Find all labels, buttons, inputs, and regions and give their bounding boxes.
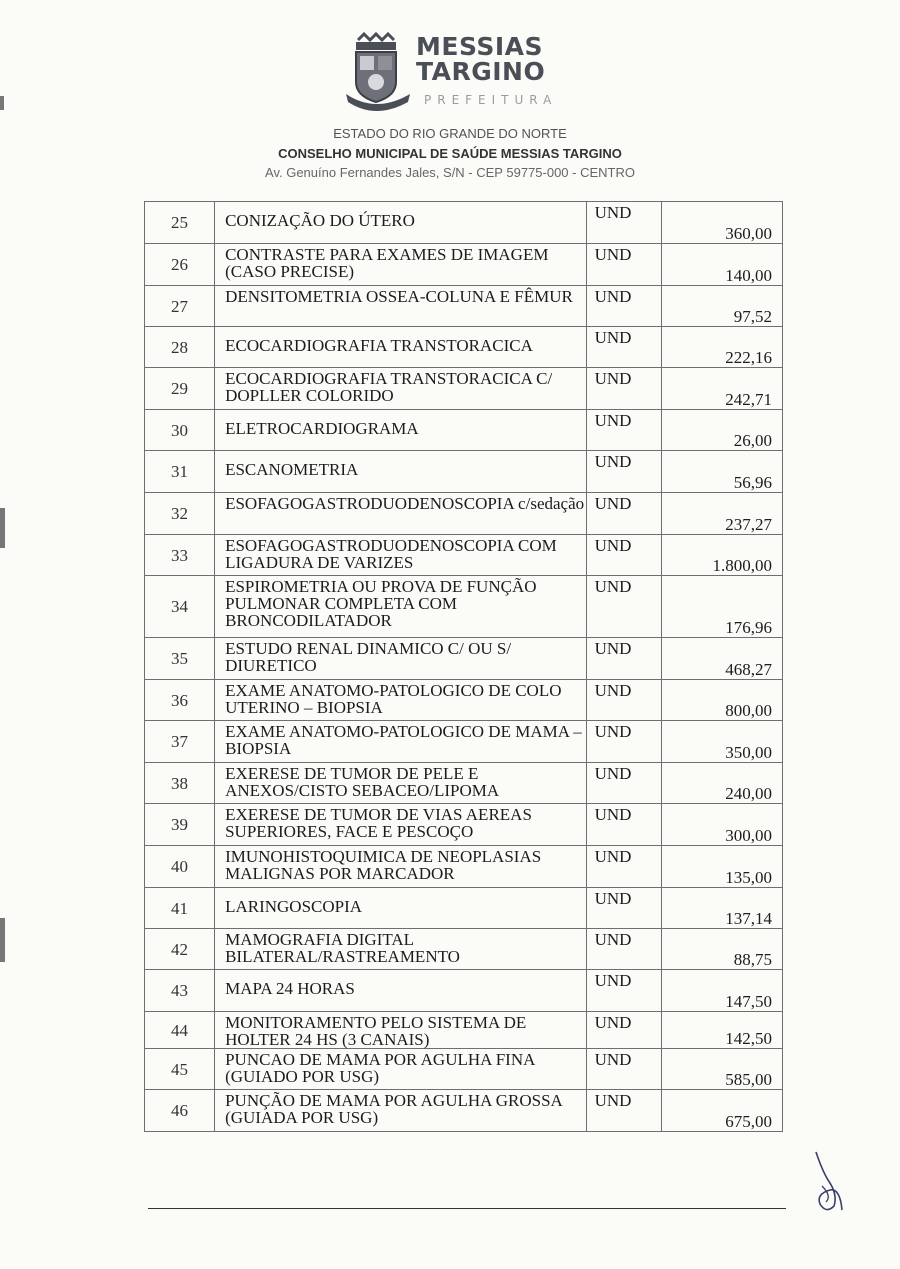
item-number-text: 25 bbox=[171, 213, 189, 232]
table-row bbox=[145, 846, 783, 888]
item-price bbox=[661, 1012, 782, 1049]
scan-speck bbox=[0, 508, 5, 548]
table-row bbox=[145, 1049, 783, 1090]
table-row bbox=[145, 970, 783, 1012]
table-row bbox=[145, 680, 783, 721]
municipal-crest-icon bbox=[344, 30, 414, 112]
item-number bbox=[145, 535, 215, 576]
item-unit-text: UND bbox=[594, 245, 632, 264]
item-description bbox=[215, 368, 586, 410]
item-price-text: 147,50 bbox=[725, 992, 772, 1011]
council-address: Av. Genuíno Fernandes Jales, S/N - CEP 59775-000 - CENTRO bbox=[265, 165, 635, 180]
item-unit-text: UND bbox=[594, 577, 632, 596]
item-number-text: 29 bbox=[171, 379, 189, 398]
item-unit-text: UND bbox=[594, 639, 632, 658]
item-number-text: 37 bbox=[171, 732, 189, 751]
item-description bbox=[215, 888, 586, 929]
item-number bbox=[145, 763, 215, 804]
item-price bbox=[661, 888, 782, 929]
item-unit-text: UND bbox=[594, 369, 632, 388]
item-price-text: 97,52 bbox=[733, 307, 772, 326]
item-unit bbox=[586, 638, 661, 680]
item-unit-text: UND bbox=[594, 328, 632, 347]
item-unit bbox=[586, 680, 661, 721]
item-description bbox=[215, 327, 586, 368]
item-price-text: 800,00 bbox=[725, 701, 772, 720]
item-number-text: 39 bbox=[171, 815, 189, 834]
council-name: CONSELHO MUNICIPAL DE SAÚDE MESSIAS TARGINO bbox=[278, 146, 622, 161]
price-table bbox=[144, 201, 783, 1132]
table-row bbox=[145, 286, 783, 327]
item-unit-text: UND bbox=[594, 930, 632, 949]
table-row bbox=[145, 888, 783, 929]
item-unit bbox=[586, 286, 661, 327]
item-number-text: 46 bbox=[171, 1101, 189, 1120]
price-table-body bbox=[145, 202, 783, 1132]
item-unit bbox=[586, 244, 661, 286]
table-row bbox=[145, 721, 783, 763]
item-number bbox=[145, 846, 215, 888]
item-price bbox=[661, 1049, 782, 1090]
item-number bbox=[145, 410, 215, 451]
item-unit-text: UND bbox=[594, 805, 632, 824]
item-price-text: 137,14 bbox=[725, 909, 772, 928]
item-description-text: PUNÇÃO DE MAMA POR AGULHA GROSSA (GUIADA POR USG) bbox=[225, 1091, 562, 1127]
item-number bbox=[145, 929, 215, 970]
item-unit bbox=[586, 1049, 661, 1090]
item-description bbox=[215, 576, 586, 638]
item-unit bbox=[586, 1012, 661, 1049]
item-price-text: 360,00 bbox=[725, 224, 772, 243]
item-unit-text: UND bbox=[594, 287, 632, 306]
item-description-text: EXERESE DE TUMOR DE VIAS AEREAS SUPERIORES, FACE E PESCOÇO bbox=[225, 805, 532, 841]
item-number-text: 33 bbox=[171, 545, 189, 565]
item-unit-text: UND bbox=[594, 847, 632, 866]
item-description bbox=[215, 846, 586, 888]
item-unit-text: UND bbox=[594, 494, 632, 513]
table-row bbox=[145, 410, 783, 451]
item-unit-text: UND bbox=[594, 1013, 632, 1032]
item-number-text: 35 bbox=[171, 649, 189, 668]
item-number bbox=[145, 244, 215, 286]
item-description bbox=[215, 1012, 586, 1049]
item-price-text: 140,00 bbox=[725, 266, 772, 285]
item-unit bbox=[586, 721, 661, 763]
item-unit bbox=[586, 929, 661, 970]
item-number bbox=[145, 804, 215, 846]
item-number-text: 32 bbox=[171, 504, 189, 523]
item-price-text: 237,27 bbox=[725, 515, 772, 534]
item-description bbox=[215, 638, 586, 680]
scan-speck bbox=[0, 96, 4, 110]
item-description bbox=[215, 493, 586, 535]
item-description-text: ESTUDO RENAL DINAMICO C/ OU S/ DIURETICO bbox=[225, 639, 512, 675]
item-description bbox=[215, 1090, 586, 1132]
table-row bbox=[145, 763, 783, 804]
item-unit bbox=[586, 804, 661, 846]
item-description-text: EXAME ANATOMO-PATOLOGICO DE MAMA – BIOPSIA bbox=[225, 722, 582, 758]
item-unit-text: UND bbox=[594, 452, 632, 471]
item-description bbox=[215, 929, 586, 970]
item-price bbox=[661, 680, 782, 721]
item-description bbox=[215, 680, 586, 721]
item-description bbox=[215, 451, 586, 493]
item-number bbox=[145, 576, 215, 638]
item-number bbox=[145, 327, 215, 368]
item-number bbox=[145, 451, 215, 493]
item-description bbox=[215, 244, 586, 286]
item-price-text: 26,00 bbox=[733, 431, 772, 450]
item-description-text: ESCANOMETRIA bbox=[225, 460, 359, 479]
item-number bbox=[145, 1012, 215, 1049]
item-price bbox=[661, 1090, 782, 1132]
item-number-text: 28 bbox=[171, 337, 189, 357]
item-unit-text: UND bbox=[594, 971, 632, 990]
item-price-text: 350,00 bbox=[725, 743, 772, 762]
item-number-text: 42 bbox=[171, 939, 189, 959]
item-unit-text: UND bbox=[594, 722, 632, 741]
item-price bbox=[661, 368, 782, 410]
table-row bbox=[145, 1012, 783, 1049]
item-unit bbox=[586, 763, 661, 804]
item-price-text: 142,50 bbox=[725, 1029, 772, 1048]
item-description-text: MAMOGRAFIA DIGITAL BILATERAL/RASTREAMENTO bbox=[225, 930, 460, 966]
item-unit bbox=[586, 846, 661, 888]
item-number-text: 27 bbox=[171, 296, 189, 316]
item-price-text: 222,16 bbox=[725, 348, 772, 367]
item-number-text: 30 bbox=[171, 420, 189, 440]
item-description-text: MAPA 24 HORAS bbox=[225, 979, 355, 998]
item-price bbox=[661, 535, 782, 576]
item-description bbox=[215, 804, 586, 846]
item-price bbox=[661, 493, 782, 535]
table-row bbox=[145, 1090, 783, 1132]
item-price bbox=[661, 286, 782, 327]
item-price-text: 1.800,00 bbox=[712, 556, 772, 575]
item-number-text: 45 bbox=[171, 1059, 189, 1079]
item-unit bbox=[586, 410, 661, 451]
table-row bbox=[145, 804, 783, 846]
item-price bbox=[661, 202, 782, 244]
table-row bbox=[145, 327, 783, 368]
item-number-text: 44 bbox=[171, 1020, 189, 1040]
item-price bbox=[661, 763, 782, 804]
item-description-text: EXAME ANATOMO-PATOLOGICO DE COLO UTERINO – BIOPSIA bbox=[225, 681, 562, 717]
item-unit bbox=[586, 888, 661, 929]
item-description bbox=[215, 286, 586, 327]
item-description-text: CONIZAÇÃO DO ÚTERO bbox=[225, 211, 415, 230]
table-row bbox=[145, 244, 783, 286]
item-unit bbox=[586, 493, 661, 535]
item-unit bbox=[586, 1090, 661, 1132]
item-number-text: 26 bbox=[171, 255, 189, 274]
state-name: ESTADO DO RIO GRANDE DO NORTE bbox=[333, 126, 567, 141]
item-number bbox=[145, 680, 215, 721]
item-price bbox=[661, 410, 782, 451]
item-number-text: 38 bbox=[171, 773, 189, 793]
item-price-text: 468,27 bbox=[725, 660, 772, 679]
item-number-text: 34 bbox=[171, 597, 189, 616]
item-unit bbox=[586, 327, 661, 368]
item-description bbox=[215, 535, 586, 576]
item-description-text: ECOCARDIOGRAFIA TRANSTORACICA bbox=[225, 336, 533, 355]
item-description-text: LARINGOSCOPIA bbox=[225, 897, 363, 916]
item-price-text: 88,75 bbox=[733, 950, 772, 969]
item-price bbox=[661, 804, 782, 846]
item-number bbox=[145, 970, 215, 1012]
item-price bbox=[661, 929, 782, 970]
item-price bbox=[661, 970, 782, 1012]
item-description-text: ESPIROMETRIA OU PROVA DE FUNÇÃO PULMONAR COMPLETA COM BRONCODILATADOR bbox=[225, 577, 537, 630]
item-number bbox=[145, 721, 215, 763]
item-description-text: IMUNOHISTOQUIMICA DE NEOPLASIAS MALIGNAS POR MARCADOR bbox=[225, 847, 542, 883]
item-price-text: 585,00 bbox=[725, 1070, 772, 1089]
item-price-text: 176,96 bbox=[725, 618, 772, 637]
logo-line-1: MESSIAS bbox=[416, 32, 543, 61]
item-price bbox=[661, 638, 782, 680]
table-row bbox=[145, 535, 783, 576]
item-description-text: PUNCAO DE MAMA POR AGULHA FINA (GUIADO POR USG) bbox=[225, 1050, 535, 1086]
item-number bbox=[145, 286, 215, 327]
table-row bbox=[145, 368, 783, 410]
item-number-text: 31 bbox=[171, 462, 189, 481]
item-price bbox=[661, 576, 782, 638]
item-description-text: ESOFAGOGASTRODUODENOSCOPIA COM LIGADURA DE VARIZES bbox=[225, 536, 557, 572]
logo-line-2: TARGINO bbox=[416, 57, 546, 86]
item-price-text: 242,71 bbox=[725, 390, 772, 409]
item-unit bbox=[586, 202, 661, 244]
item-unit-text: UND bbox=[594, 411, 632, 430]
table-row bbox=[145, 576, 783, 638]
item-number bbox=[145, 493, 215, 535]
item-number-text: 43 bbox=[171, 981, 189, 1000]
item-description-text: EXERESE DE TUMOR DE PELE E ANEXOS/CISTO SEBACEO/LIPOMA bbox=[225, 764, 500, 800]
item-price bbox=[661, 846, 782, 888]
item-unit-text: UND bbox=[594, 681, 632, 700]
item-number bbox=[145, 202, 215, 244]
item-unit-text: UND bbox=[594, 1091, 632, 1110]
item-description-text: CONTRASTE PARA EXAMES DE IMAGEM (CASO PRECISE) bbox=[225, 245, 549, 281]
prefeitura-logo bbox=[344, 30, 574, 112]
item-description bbox=[215, 721, 586, 763]
item-description bbox=[215, 1049, 586, 1090]
item-number bbox=[145, 368, 215, 410]
logo-subtitle: PREFEITURA bbox=[424, 93, 558, 107]
item-unit-text: UND bbox=[594, 764, 632, 783]
item-price-text: 300,00 bbox=[725, 826, 772, 845]
item-unit-text: UND bbox=[594, 1050, 632, 1069]
table-row bbox=[145, 493, 783, 535]
item-price bbox=[661, 327, 782, 368]
item-number bbox=[145, 1090, 215, 1132]
item-price-text: 56,96 bbox=[733, 473, 772, 492]
item-price-text: 240,00 bbox=[725, 784, 772, 803]
item-description bbox=[215, 970, 586, 1012]
item-price-text: 675,00 bbox=[725, 1112, 772, 1131]
item-unit bbox=[586, 451, 661, 493]
item-description-text: DENSITOMETRIA OSSEA-COLUNA E FÊMUR bbox=[225, 287, 573, 306]
item-price bbox=[661, 244, 782, 286]
item-description-text: ESOFAGOGASTRODUODENOSCOPIA c/sedação bbox=[225, 494, 585, 513]
item-unit bbox=[586, 368, 661, 410]
item-unit bbox=[586, 535, 661, 576]
item-number-text: 40 bbox=[171, 857, 189, 876]
table-row bbox=[145, 202, 783, 244]
item-description bbox=[215, 202, 586, 244]
item-number bbox=[145, 888, 215, 929]
logo-wordmark bbox=[416, 34, 545, 84]
item-unit-text: UND bbox=[594, 203, 632, 222]
item-unit bbox=[586, 576, 661, 638]
item-price bbox=[661, 451, 782, 493]
item-description-text: MONITORAMENTO PELO SISTEMA DE HOLTER 24 HS (3 CANAIS) bbox=[225, 1013, 527, 1049]
item-description bbox=[215, 763, 586, 804]
item-number-text: 41 bbox=[171, 898, 189, 918]
table-row bbox=[145, 929, 783, 970]
item-price-text: 135,00 bbox=[725, 868, 772, 887]
table-row bbox=[145, 638, 783, 680]
item-description-text: ECOCARDIOGRAFIA TRANSTORACICA C/ DOPLLER COLORIDO bbox=[225, 369, 553, 405]
item-price bbox=[661, 721, 782, 763]
item-unit-text: UND bbox=[594, 536, 632, 555]
item-number bbox=[145, 638, 215, 680]
handwritten-initials-icon bbox=[808, 1150, 848, 1215]
footer-rule bbox=[148, 1208, 786, 1209]
item-description-text: ELETROCARDIOGRAMA bbox=[225, 419, 419, 438]
table-row bbox=[145, 451, 783, 493]
scan-speck bbox=[0, 918, 5, 962]
item-unit bbox=[586, 970, 661, 1012]
item-description bbox=[215, 410, 586, 451]
item-number bbox=[145, 1049, 215, 1090]
item-number-text: 36 bbox=[171, 690, 189, 710]
item-unit-text: UND bbox=[594, 889, 632, 908]
